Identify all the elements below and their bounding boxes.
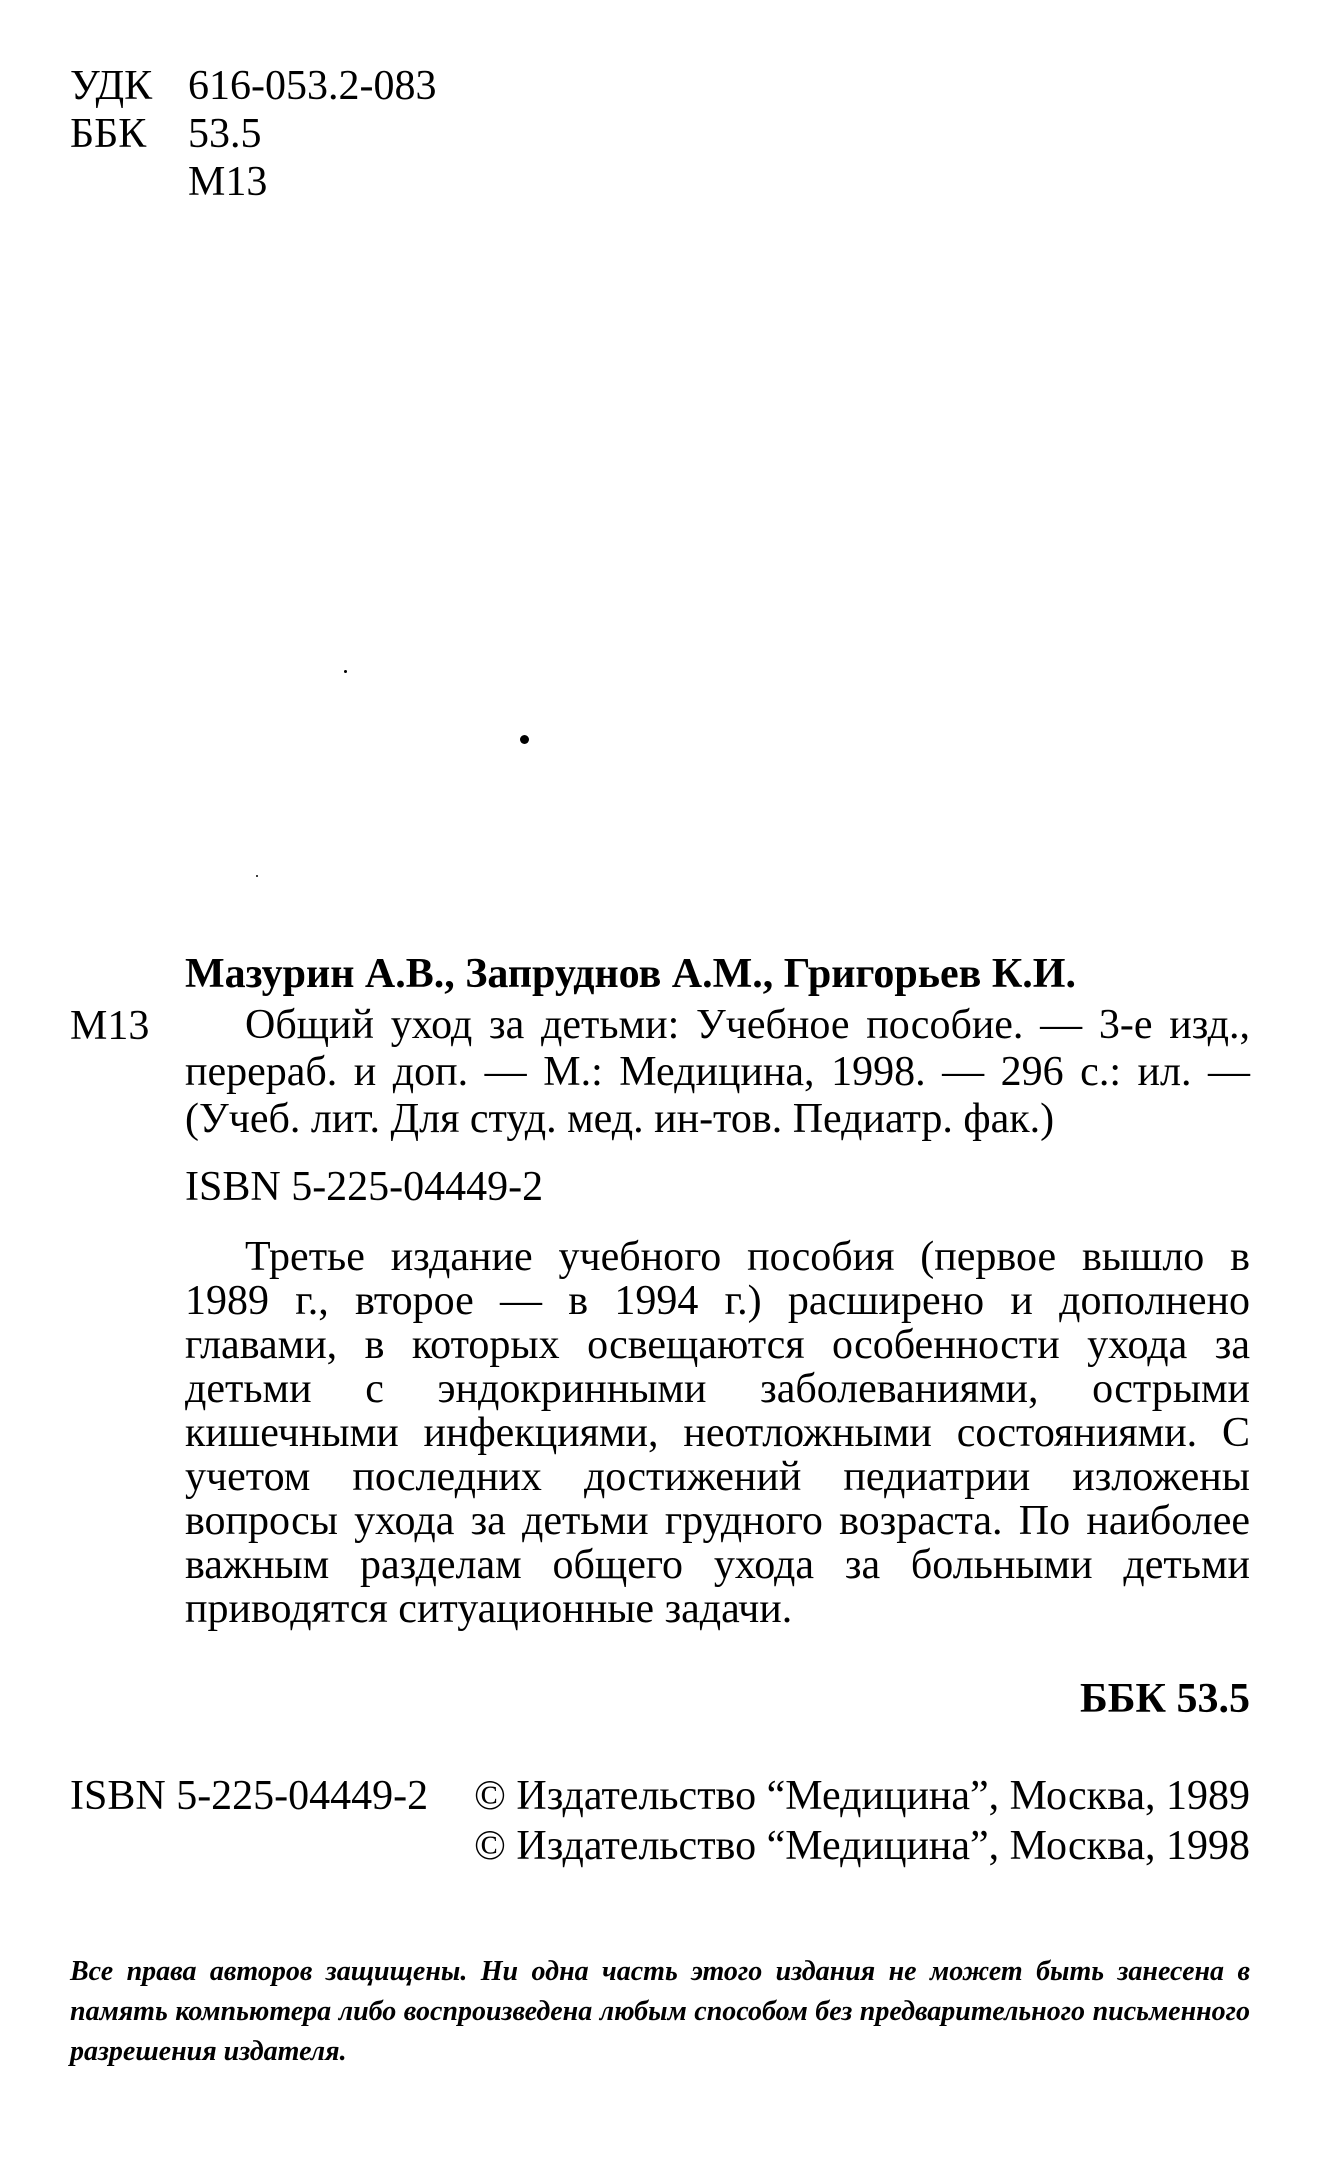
bbk-row bbox=[70, 110, 436, 158]
bibliographic-description bbox=[70, 1002, 1250, 1143]
udk-row bbox=[70, 62, 436, 110]
copyright-lines bbox=[470, 1772, 1250, 1872]
shelf-code-row bbox=[70, 158, 436, 206]
catalog-entry bbox=[70, 950, 1250, 1631]
udk-label: УДК bbox=[70, 63, 153, 109]
catalog-isbn: ISBN 5-225-04449-2 bbox=[185, 1164, 544, 1210]
bbk-label: ББК bbox=[70, 111, 147, 157]
shelf-code: М13 bbox=[188, 159, 268, 205]
rights-notice: Все права авторов защищены. Ни одна часть этого издания не может быть занесена в память компьютера либо воспроизведена любым способом без предварительного письменного разрешения издателя. bbox=[70, 1956, 1250, 2067]
classification-header bbox=[70, 62, 436, 206]
authors-line: Мазурин А.В., Запруднов А.М., Григорьев К.И. bbox=[185, 951, 1076, 997]
print-speck bbox=[256, 875, 258, 877]
bbk-index: ББК 53.5 bbox=[1080, 1676, 1250, 1722]
description-text: Общий уход за детьми: Учебное пособие. — 3-е изд., перераб. и доп. — М.: Медицина, 1998. — 296 с.: ил. — (Учеб. лит. Для студ. мед. ин-тов. Педиатр. фак.) bbox=[185, 1002, 1250, 1142]
print-speck bbox=[344, 670, 347, 673]
copyright-line: © Издательство “Медицина”, Москва, 1989 bbox=[473, 1773, 1250, 1819]
shelf-mark: М13 bbox=[70, 1003, 150, 1049]
annotation-text: Третье издание учебного пособия (первое вышло в 1989 г., второе — в 1994 г.) расширено и дополнено главами, в которых освещаются особенности ухода за детьми с эндокринными заболеваниями, острыми кишечными инфекциями, неотложными состояниями. С учетом последних достижений педиатрии изложены вопросы ухода за детьми грудного возраста. По наиболее важным разделам общего ухода за больными детьми приводятся ситуационные задачи. bbox=[185, 1234, 1250, 1632]
bbk-code: 53.5 bbox=[188, 111, 262, 157]
copyright-line: © Издательство “Медицина”, Москва, 1998 bbox=[473, 1823, 1250, 1869]
copyright-isbn: ISBN 5-225-04449-2 bbox=[70, 1773, 429, 1819]
print-dot bbox=[520, 735, 529, 744]
udk-code: 616-053.2-083 bbox=[188, 63, 437, 109]
